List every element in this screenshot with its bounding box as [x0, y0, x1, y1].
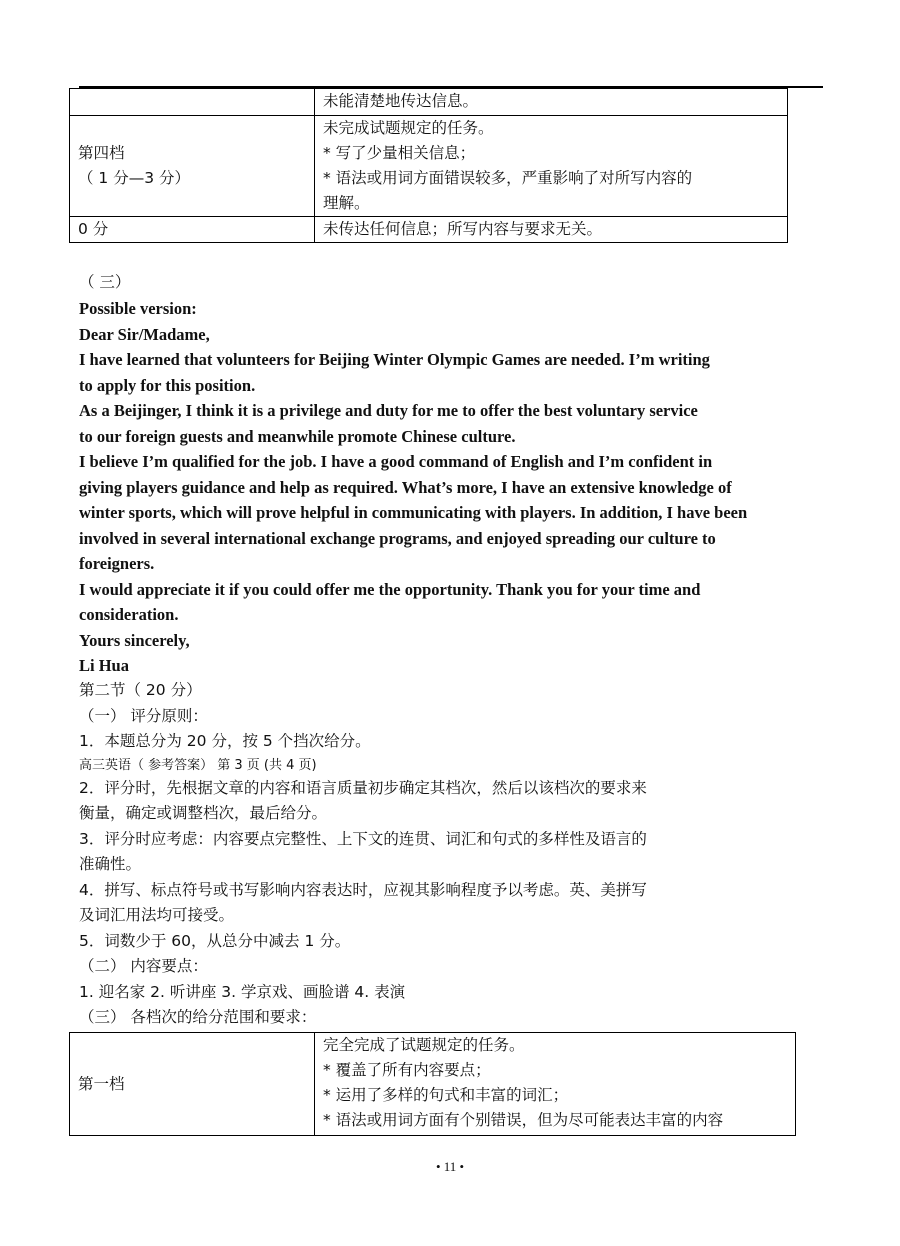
table-row: [70, 1033, 796, 1136]
table-row: [70, 89, 788, 116]
letter-line: I would appreciate it if you could offer me the opportunity. Thank you for your time and: [79, 579, 701, 599]
page-number: • 11 •: [435, 1159, 465, 1174]
section2: [79, 678, 647, 1031]
section2-title: 第二节（ 20 分）: [79, 681, 202, 699]
table-cell-right: 未完成试题规定的任务。 * 写了少量相关信息； * 语法或用词方面错误较多，严重影响了对所写内容的 理解。: [315, 116, 788, 217]
letter-signature: Li Hua: [79, 656, 129, 675]
ranges-heading: （三） 各档次的给分范围和要求：: [79, 1008, 317, 1026]
letter-line: to apply for this position.: [79, 375, 256, 395]
grading-table-top: [69, 88, 788, 243]
table-row: [70, 217, 788, 243]
rule-item-5: 5．词数少于 60，从总分中减去 1 分。: [79, 931, 351, 950]
letter: [79, 296, 747, 679]
rule-item-4: 4．拼写、标点符号或书写影响内容表达时，应视其影响程度予以考虑。英、美拼写: [79, 880, 647, 899]
letter-line: involved in several international exchange programs, and enjoyed spreading our culture to: [79, 528, 716, 548]
table-cell-right: 未传达任何信息；所写内容与要求无关。: [315, 217, 788, 243]
rule-item-2-cont: 衡量，确定或调整档次，最后给分。: [79, 804, 328, 822]
rule-item-4-cont: 及词汇用法均可接受。: [79, 906, 235, 924]
table-cell-left: [70, 89, 315, 116]
letter-line: I believe I’m qualified for the job. I have a good command of English and I’m confident in: [79, 452, 713, 471]
letter-line: giving players guidance and help as required. What’s more, I have an extensive knowledge of: [79, 477, 732, 497]
letter-line: foreigners.: [79, 554, 155, 573]
table-cell-left: 第四档 （ 1 分—3 分）: [70, 116, 315, 217]
page-note: 高三英语（ 参考答案） 第 3 页 (共 4 页): [79, 757, 317, 773]
letter-line: winter sports, which will prove helpful in communicating with players. In addition, I have been: [79, 503, 748, 522]
content-points: 1. 迎名家 2. 听讲座 3. 学京戏、画脸谱 4. 表演: [79, 982, 406, 1001]
letter-closing: Yours sincerely,: [79, 630, 190, 650]
table-cell-left: 0 分: [70, 217, 315, 243]
points-heading: （二） 内容要点：: [79, 957, 208, 975]
grading-table-bottom: [69, 1032, 796, 1136]
table-cell-right: 完全完成了试题规定的任务。 * 覆盖了所有内容要点； * 运用了多样的句式和丰富的词汇； * 语法或用词方面有个别错误，但为尽可能表达丰富的内容: [315, 1033, 796, 1136]
letter-greeting: Dear Sir/Madame,: [79, 324, 210, 344]
principles-heading: （一） 评分原则：: [79, 706, 208, 725]
rule-item-1: 1．本题总分为 20 分，按 5 个挡次给分。: [79, 732, 371, 750]
section-heading: （ 三）: [79, 273, 131, 291]
rule-item-2: 2．评分时，先根据文章的内容和语言质量初步确定其档次，然后以该档次的要求来: [79, 778, 647, 797]
letter-line: consideration.: [79, 605, 179, 624]
rule-item-3: 3．评分时应考虑：内容要点完整性、上下文的连贯、词汇和句式的多样性及语言的: [79, 829, 647, 848]
table-row: [70, 116, 788, 217]
rule-item-3-cont: 准确性。: [79, 855, 142, 873]
table-cell-left: 第一档: [70, 1033, 315, 1136]
letter-line: As a Beijinger, I think it is a privilege and duty for me to offer the best voluntary service: [79, 401, 698, 420]
letter-label: Possible version:: [79, 299, 197, 318]
table-cell-right: 未能清楚地传达信息。: [315, 89, 788, 116]
letter-line: I have learned that volunteers for Beijing Winter Olympic Games are needed. I’m writing: [79, 350, 710, 369]
letter-line: to our foreign guests and meanwhile promote Chinese culture.: [79, 426, 516, 446]
